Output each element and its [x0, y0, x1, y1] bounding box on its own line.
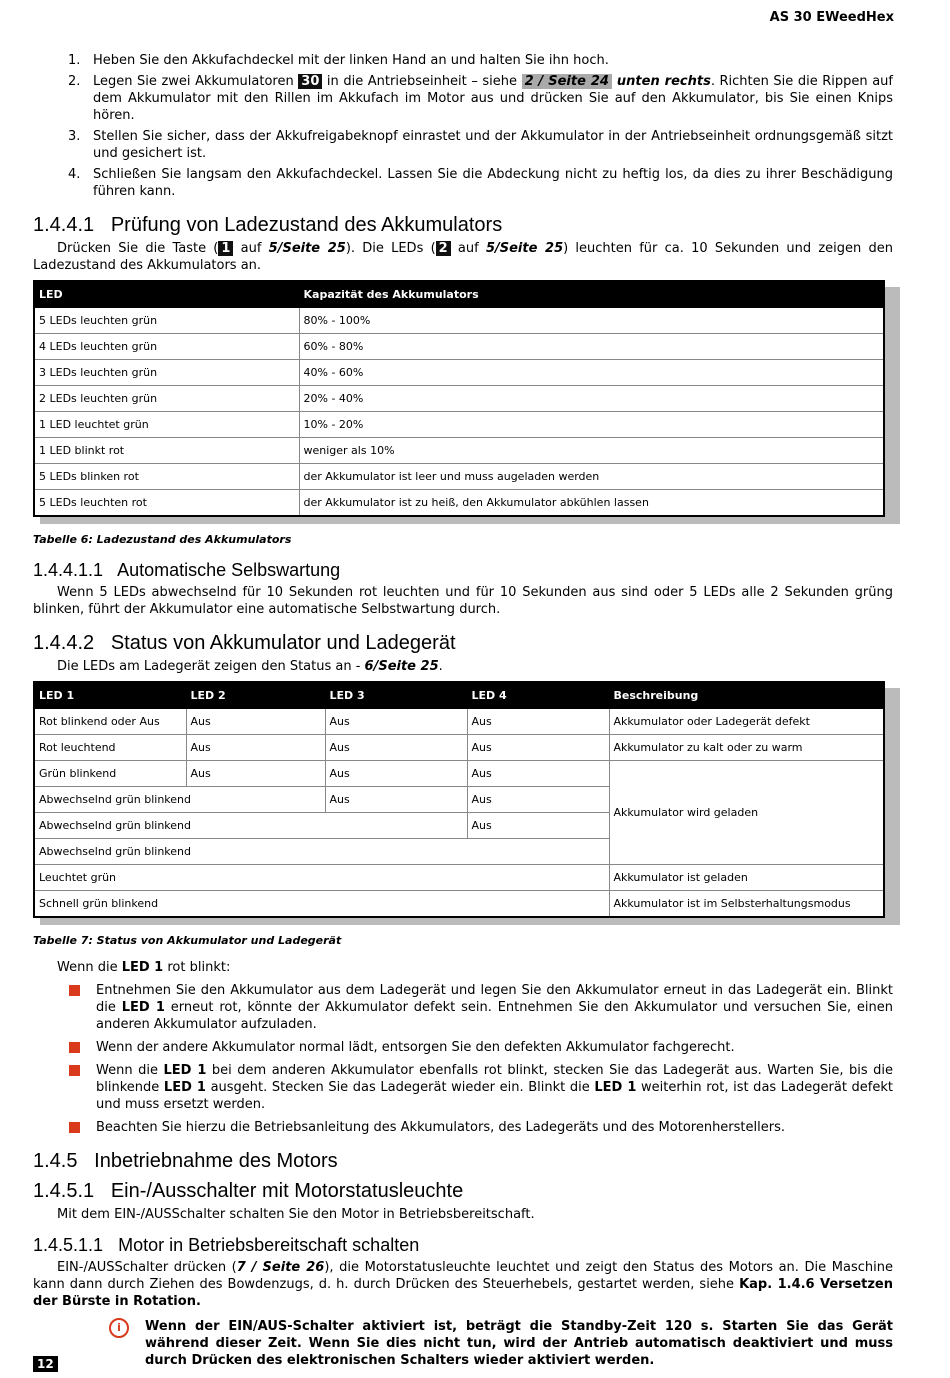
table-cell: Abwechselnd grün blinkend [34, 839, 609, 865]
step-text: Legen Sie zwei Akkumulatoren [93, 74, 299, 89]
step-number: 1. [68, 53, 81, 68]
section-paragraph [33, 240, 893, 274]
table-caption: Tabelle 7: Status von Akkumulator und Ladegerät [33, 934, 342, 947]
table-row [34, 360, 884, 386]
bullet-square-icon [69, 1042, 80, 1053]
table-cell: Akkumulator zu kalt oder zu warm [609, 735, 884, 761]
table-row [34, 464, 884, 490]
table-header-row [34, 281, 884, 308]
table-cell: 20% - 40% [299, 386, 884, 412]
info-note [33, 1318, 893, 1369]
section-heading [33, 560, 893, 580]
text-run: ausgeht. Stecken Sie das Ladegerät wieder ein. Blinkt die [205, 1080, 595, 1095]
table-cell: Abwechselnd grün blinkend [34, 813, 467, 839]
table-cell-merged: Akkumulator wird geladen [609, 761, 884, 865]
step-text: in die Antriebseinheit – siehe [322, 74, 522, 89]
section-title: Prüfung von Ladezustand des Akkumulators [110, 214, 503, 236]
document-title: AS 30 EWeedHex [769, 10, 894, 25]
list-item [33, 166, 893, 200]
table-cell: 5 LEDs leuchten grün [34, 308, 299, 334]
step-text: Stellen Sie sicher, dass der Akkufreigabeknopf einrastet und der Akkumulator in der Antriebseinheit ordnungsgemäß sitzt und gesichert ist. [93, 129, 893, 161]
section-title: Ein-/Ausschalter mit Motorstatusleuchte [110, 1180, 464, 1202]
step-text: . Richten Sie die Rippen auf dem Akkumulator mit den Rillen im Akkufach im Motor aus und drücken Sie auf den Akkumulator, bis Sie einen Knips hören. [93, 74, 893, 123]
table-row [34, 891, 884, 918]
table-cell: Grün blinkend [34, 761, 186, 787]
table-cell: Aus [467, 787, 609, 813]
figure-reference: 5/Seite 25 [268, 241, 346, 256]
bullet-square-icon [69, 1122, 80, 1133]
text-run: . [195, 1294, 201, 1309]
table-row [34, 308, 884, 334]
table-cell: 3 LEDs leuchten grün [34, 360, 299, 386]
section-number: 1.4.4.1.1 [33, 560, 104, 580]
table-row [34, 735, 884, 761]
table-cell: Abwechselnd grün blinkend [34, 787, 325, 813]
section-number: 1.4.5 [33, 1150, 78, 1172]
table-cell: Aus [186, 735, 325, 761]
section-paragraph: Mit dem EIN-/AUSSchalter schalten Sie den Motor in Betriebsbereitschaft. [57, 1207, 535, 1222]
step-text: Schließen Sie langsam den Akkufachdeckel. Lassen Sie die Abdeckung nicht zu heftig los, da dies zu ihrer Beschädigung führen kann. [93, 167, 893, 199]
table-cell: Aus [186, 761, 325, 787]
step-number: 2. [68, 74, 81, 89]
table-cell: Rot leuchtend [34, 735, 186, 761]
text-run: EIN-/AUSSchalter drücken ( [57, 1260, 237, 1275]
table-cell: Aus [467, 735, 609, 761]
list-item [33, 52, 893, 69]
figure-reference: 5/Seite 25 [485, 241, 564, 256]
table-caption: Tabelle 6: Ladezustand des Akkumulators [33, 533, 292, 546]
text-run: Beachten Sie hierzu die Betriebsanleitung des Akkumulators, des Ladegeräts und des Motorenherstellers. [96, 1120, 785, 1135]
table-cell: 1 LED leuchtet grün [34, 412, 299, 438]
step-text: Heben Sie den Akkufachdeckel mit der linken Hand an und halten Sie ihn hoch. [93, 53, 609, 68]
bullet-item [33, 1039, 893, 1056]
text-run: weiterhin rot, ist das Ladegerät defekt und muss ersetzt werden. [96, 1080, 894, 1112]
table-cell: Aus [325, 787, 467, 813]
led-intro-text [33, 959, 893, 976]
table-cell: Aus [467, 813, 609, 839]
table-row [34, 412, 884, 438]
table-row [34, 761, 884, 787]
section-title: Motor in Betriebsbereitschaft schalten [118, 1235, 420, 1255]
table-cell: Leuchtet grün [34, 865, 609, 891]
section-title: Status von Akkumulator und Ladegerät [110, 632, 456, 654]
table-row [34, 386, 884, 412]
table-cell: Aus [186, 709, 325, 735]
table-cell: Akkumulator ist im Selbsterhaltungsmodus [609, 891, 884, 918]
table-cell: 80% - 100% [299, 308, 884, 334]
table-row [34, 865, 884, 891]
section-paragraph [33, 658, 893, 675]
bold-term: LED 1 [163, 1080, 206, 1095]
info-icon: i [109, 1318, 129, 1338]
bullet-item [33, 1119, 893, 1136]
bold-term: LED 1 [163, 1063, 207, 1078]
table-cell: Schnell grün blinkend [34, 891, 609, 918]
battery-charge-table [33, 280, 885, 517]
section-heading [33, 632, 893, 654]
section-number: 1.4.4.2 [33, 632, 95, 654]
steps-list [33, 52, 893, 200]
bullet-item [33, 982, 893, 1033]
table-cell: Aus [325, 735, 467, 761]
page-content [33, 52, 893, 1369]
table-row [34, 334, 884, 360]
note-text: Wenn der EIN/AUS-Schalter aktiviert ist, beträgt die Standby-Zeit 120 s. Starten Sie das Gerät während dieser Zeit. Wenn Sie dies nicht tun, wird der Antrieb automatisch deaktiviert und muss durch Drücken des elektronischen Schalters wieder aktiviert werden. [145, 1319, 893, 1368]
column-header: LED 4 [467, 682, 609, 709]
section-number: 1.4.5.1 [33, 1180, 95, 1202]
table-cell: 60% - 80% [299, 334, 884, 360]
section-paragraph [33, 1259, 893, 1310]
bold-term: LED 1 [121, 960, 164, 975]
table-6-wrapper [33, 280, 893, 517]
table-row [34, 490, 884, 517]
section-title: Inbetriebnahme des Motors [94, 1150, 338, 1172]
part-reference: 1 [218, 241, 233, 256]
part-reference: 2 [436, 241, 451, 256]
section-paragraph: Wenn 5 LEDs abwechselnd für 10 Sekunden rot leuchten und für 10 Sekunden aus sind oder 5 LEDs alle 2 Sekunden grüng blinken, führt der Akkumulator eine automatische Selbstwartung durch. [33, 585, 893, 617]
table-cell: 2 LEDs leuchten grün [34, 386, 299, 412]
table-cell: Rot blinkend oder Aus [34, 709, 186, 735]
table-cell: Aus [467, 761, 609, 787]
column-header: LED [34, 281, 299, 308]
text-run: auf [450, 241, 486, 256]
section-title: Automatische Selbswartung [117, 560, 341, 580]
chapter-link[interactable]: Kap. 1.4.6 Versetzen der Bürste in Rotation [33, 1277, 894, 1309]
table-cell: der Akkumulator ist zu heiß, den Akkumulator abkühlen lassen [299, 490, 884, 517]
table-cell: Akkumulator oder Ladegerät defekt [609, 709, 884, 735]
column-header: Kapazität des Akkumulators [299, 281, 884, 308]
text-run: Wenn der andere Akkumulator normal lädt, entsorgen Sie den defekten Akkumulator fachgerecht. [96, 1040, 735, 1055]
list-item [33, 128, 893, 162]
figure-reference: 7 / Seite 26 [236, 1260, 325, 1275]
bullet-square-icon [69, 1065, 80, 1076]
text-run: Wenn die [57, 960, 122, 975]
column-header: LED 2 [186, 682, 325, 709]
charger-status-table [33, 681, 885, 918]
table-cell: 5 LEDs leuchten rot [34, 490, 299, 517]
column-header: Beschreibung [609, 682, 884, 709]
column-header: LED 1 [34, 682, 186, 709]
table-cell: der Akkumulator ist leer und muss augeladen werden [299, 464, 884, 490]
list-item [33, 73, 893, 124]
section-heading [33, 214, 893, 236]
bullet-item [33, 1062, 893, 1113]
bullet-square-icon [69, 985, 80, 996]
step-number: 3. [68, 129, 81, 144]
text-run: rot blinkt: [163, 960, 231, 975]
table-cell: 40% - 60% [299, 360, 884, 386]
text-run: Drücken Sie die Taste ( [57, 241, 219, 256]
text-run: Entnehmen Sie den Akkumulator aus dem Ladegerät und legen Sie den Akkumulator erneut in das Ladegerät ein. Blinkt die [96, 983, 893, 1015]
page-number: 12 [33, 1356, 58, 1372]
table-cell: Aus [325, 709, 467, 735]
table-cell: Aus [325, 761, 467, 787]
table-cell: 1 LED blinkt rot [34, 438, 299, 464]
table-cell: 10% - 20% [299, 412, 884, 438]
text-run: Die LEDs am Ladegerät zeigen den Status an - [57, 659, 365, 674]
section-number: 1.4.4.1 [33, 214, 95, 236]
bold-term: LED 1 [594, 1080, 637, 1095]
table-7-wrapper [33, 681, 893, 918]
table-cell: 4 LEDs leuchten grün [34, 334, 299, 360]
table-cell: Akkumulator ist geladen [609, 865, 884, 891]
text-run: auf [233, 241, 269, 256]
table-cell: weniger als 10% [299, 438, 884, 464]
table-row [34, 709, 884, 735]
table-header-row [34, 682, 884, 709]
text-run: ) leuchten für ca. 10 Sekunden und zeigen den Ladezustand des Akkumulators an. [33, 241, 893, 273]
table-cell: 5 LEDs blinken rot [34, 464, 299, 490]
figure-reference-suffix: unten rechts [611, 74, 711, 89]
section-number: 1.4.5.1.1 [33, 1235, 104, 1255]
text-run: Wenn die [96, 1063, 164, 1078]
section-heading [33, 1235, 893, 1255]
text-run: ). Die LEDs ( [345, 241, 436, 256]
part-reference: 30 [298, 74, 322, 89]
table-cell: Aus [467, 709, 609, 735]
section-heading [33, 1180, 893, 1202]
figure-reference: 2 / Seite 24 [522, 74, 612, 89]
step-number: 4. [68, 167, 81, 182]
text-run: . [438, 659, 443, 674]
bold-term: LED 1 [121, 1000, 165, 1015]
text-run: bei dem anderen Akkumulator ebenfalls rot blinkt, stecken Sie das Ladegerät aus. Warten Sie, bis die blinkende [96, 1063, 894, 1095]
text-run: erneut rot, könnte der Akkumulator defekt sein. Entnehmen Sie den Akkumulator und versuchen Sie, einen anderen Akkumulator aufzuladen. [96, 1000, 894, 1032]
section-heading [33, 1150, 893, 1172]
table-row [34, 438, 884, 464]
text-run: ), die Motorstatusleuchte leuchtet und zeigt den Status des Motors an. Die Maschine kann dann durch Ziehen des Bowdenzugs, d. h. durch Drücken des Steuerhebels, gestartet werden, siehe [33, 1260, 893, 1292]
column-header: LED 3 [325, 682, 467, 709]
figure-reference: 6/Seite 25 [364, 659, 439, 674]
